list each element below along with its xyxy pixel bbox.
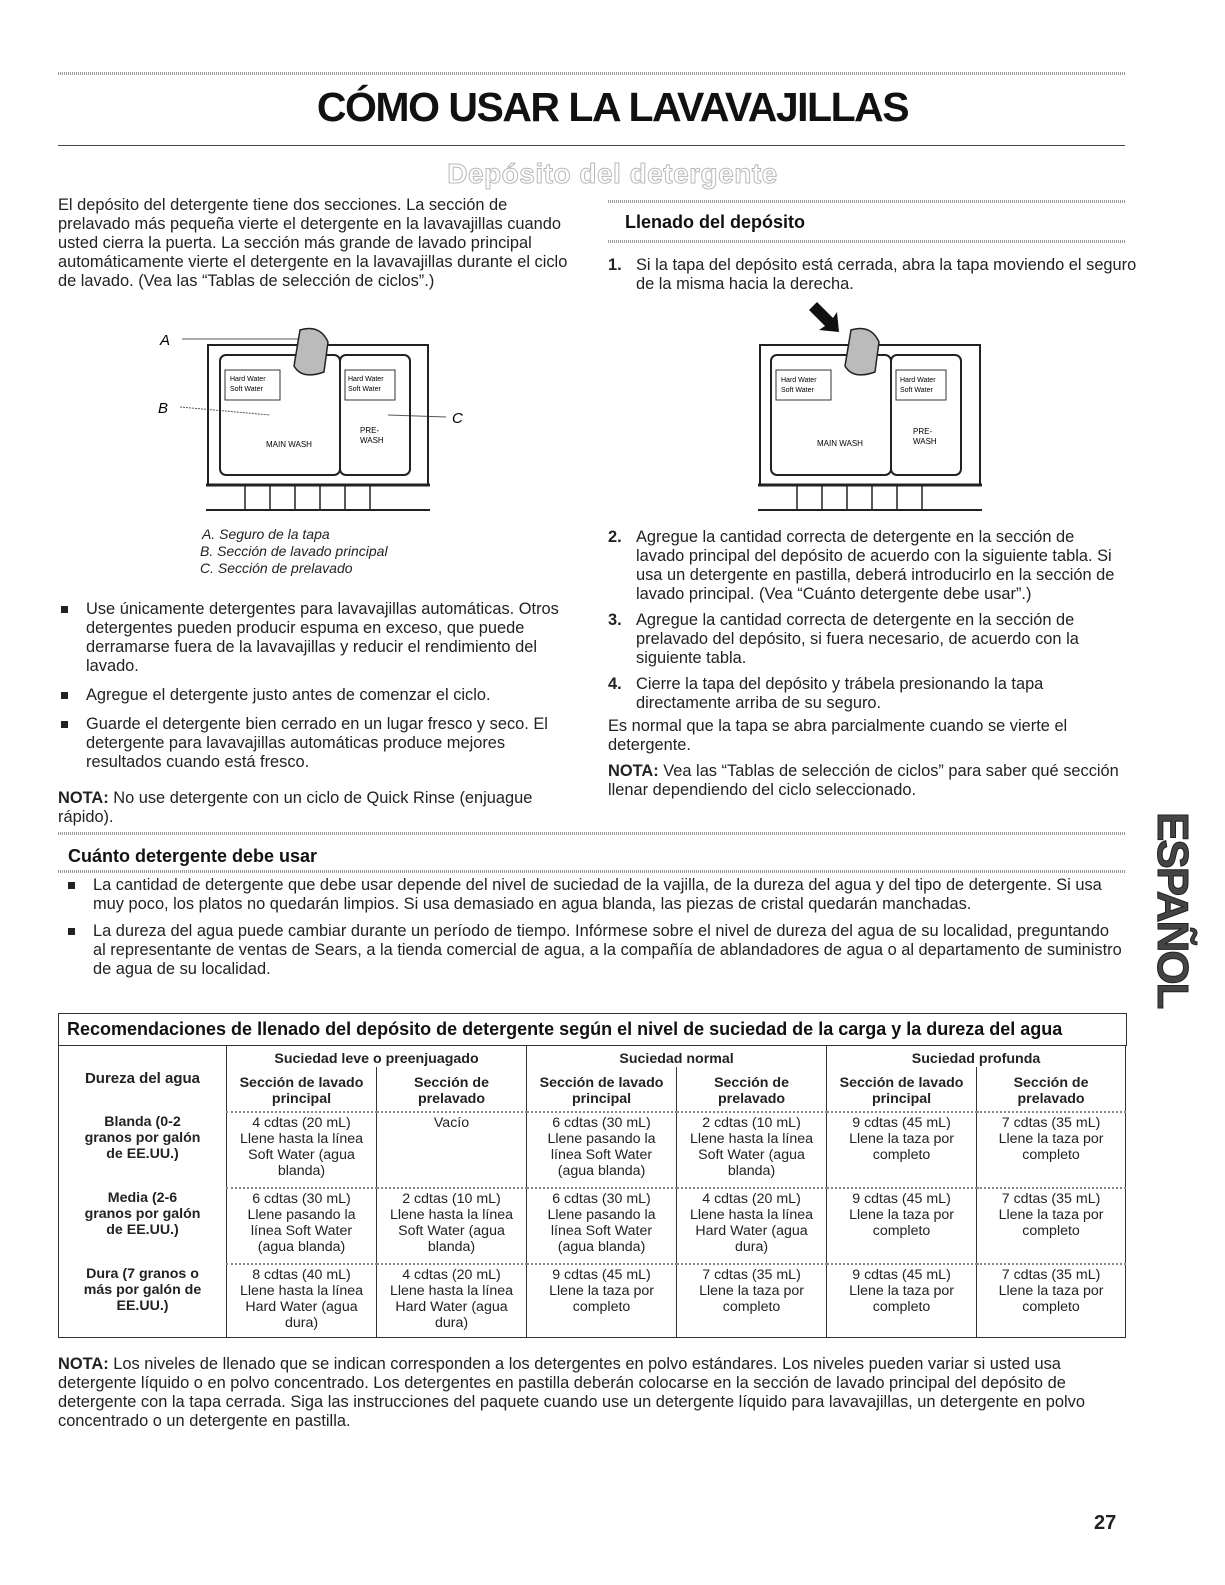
row-header: Blanda (0-2 granos por galón de EE.UU.) <box>84 1114 201 1162</box>
right-dotted-rule <box>608 200 1125 203</box>
table-title: Recomendaciones de llenado del depósito de detergente según el nivel de suciedad de la carga y la dureza del agua <box>67 1019 1063 1039</box>
fig-soft-water: Soft Water <box>230 386 263 393</box>
step-2 <box>608 528 1123 604</box>
step-3 <box>608 611 1123 668</box>
fig-hard-water: Hard Water <box>230 376 266 383</box>
left-bullets <box>58 600 568 772</box>
table-row <box>59 1264 1126 1338</box>
column-header: Sección de lavado principal <box>227 1067 377 1112</box>
step-number: 2. <box>608 528 622 546</box>
fig-label-c: C <box>452 410 463 427</box>
language-side-tab <box>1148 812 1198 1062</box>
table-cell: 4 cdtas (20 mL) Llene hasta la línea Hard Water (agua dura) <box>677 1188 827 1264</box>
fig-label-b: B <box>158 400 169 417</box>
arrow-icon <box>809 302 839 332</box>
step-number: 4. <box>608 675 622 693</box>
corner-header: Dureza del agua <box>84 1070 201 1087</box>
row-header: Media (2-6 granos por galón de EE.UU.) <box>84 1190 201 1238</box>
step-text: Si la tapa del depósito está cerrada, abra la tapa moviendo el seguro de la misma hacia la derecha. <box>636 256 1137 293</box>
fig-wash: WASH <box>913 437 937 446</box>
table-cell: 7 cdtas (35 mL) Llene la taza por completo <box>977 1264 1126 1338</box>
column-header: Sección de lavado principal <box>827 1067 977 1112</box>
column-header: Sección de lavado principal <box>527 1067 677 1112</box>
bottom-note <box>58 1355 1125 1431</box>
fig-hard-water-pre: Hard Water <box>348 376 384 383</box>
caption-c: C. Sección de prelavado <box>200 560 353 576</box>
column-header: Sección de prelavado <box>677 1067 827 1112</box>
cuanto-bullets <box>65 876 1125 979</box>
fig-pre: PRE- <box>913 427 933 436</box>
detergent-table <box>58 1045 1125 1338</box>
table-cell: 9 cdtas (45 mL) Llene la taza por completo <box>827 1112 977 1188</box>
group-header: Suciedad normal <box>527 1046 827 1068</box>
fig-soft-water: Soft Water <box>781 387 814 394</box>
fig-hard-water-pre: Hard Water <box>900 377 936 384</box>
fig-main-wash: MAIN WASH <box>817 439 863 448</box>
table-cell: 6 cdtas (30 mL) Llene pasando la línea Soft Water (agua blanda) <box>527 1112 677 1188</box>
step-text: Agregue la cantidad correcta de detergente en la sección de lavado principal del depósito de acuerdo con la siguiente tabla. Si usa un detergente en pastilla, deberá introducirlo en la sección de lavado principal. (Vea “Cuánto detergente debe usar”.) <box>636 528 1115 603</box>
note-label: NOTA: <box>58 789 109 807</box>
fig-soft-water-pre: Soft Water <box>348 386 381 393</box>
fig-main-wash: MAIN WASH <box>266 440 312 449</box>
intro-paragraph: El depósito del detergente tiene dos secciones. La sección de prelavado más pequeña vierte el detergente en la lavavajillas cuando usted cierra la puerta. La sección más grande de lavado principal automáticamente vierte el detergente en la lavavajillas durante el ciclo de lavado. (Vea las “Tablas de selección de ciclos”.) <box>58 196 568 290</box>
page-title: CÓMO USAR LA LAVAVAJILLAS <box>316 84 909 130</box>
note-text: Vea las “Tablas de selección de ciclos” para saber qué sección llenar dependiendo del ciclo seleccionado. <box>608 762 1119 799</box>
note-text: No use detergente con un ciclo de Quick Rinse (enjuague rápido). <box>58 789 533 826</box>
table-cell: Vacío <box>377 1112 527 1188</box>
section-dotted-rule <box>58 832 1125 835</box>
table-cell: 8 cdtas (40 mL) Llene hasta la línea Hard Water (agua dura) <box>227 1264 377 1338</box>
section-subtitle: Depósito del detergente <box>447 158 778 189</box>
table-row <box>59 1188 1126 1264</box>
group-header: Suciedad leve o preenjuagado <box>227 1046 527 1068</box>
table-cell: 9 cdtas (45 mL) Llene la taza por completo <box>827 1264 977 1338</box>
table-cell: 6 cdtas (30 mL) Llene pasando la línea Soft Water (agua blanda) <box>227 1188 377 1264</box>
step-text: Agregue la cantidad correcta de detergente en la sección de prelavado del depósito, si fuera necesario, de acuerdo con la siguiente tabla. <box>636 611 1079 667</box>
bullet-item: Agregue el detergente justo antes de comenzar el ciclo. <box>58 686 568 705</box>
fig-hard-water: Hard Water <box>781 377 817 384</box>
row-header: Dura (7 granos o más por galón de EE.UU.) <box>83 1266 202 1314</box>
bullet-item: La dureza del agua puede cambiar durante un período de tiempo. Infórmese sobre el nivel de dureza del agua de su localidad, preguntando al representante de ventas de Sears, a la tienda comercial de agua, a la compañía de ablandadores de agua o al departamento de suministro de agua de su localidad. <box>65 922 1125 979</box>
fig-soft-water-pre: Soft Water <box>900 387 933 394</box>
left-note <box>58 789 578 827</box>
note-label: NOTA: <box>58 1355 109 1373</box>
table-cell: 2 cdtas (10 mL) Llene hasta la línea Soft Water (agua blanda) <box>377 1188 527 1264</box>
table-cell: 2 cdtas (10 mL) Llene hasta la línea Soft Water (agua blanda) <box>677 1112 827 1188</box>
figure-captions <box>200 526 500 577</box>
cuanto-heading: Cuánto detergente debe usar <box>68 846 318 866</box>
fig-wash: WASH <box>360 436 384 445</box>
step-number: 1. <box>608 256 622 274</box>
note-label: NOTA: <box>608 762 659 780</box>
step-number: 3. <box>608 611 622 629</box>
bullet-item: La cantidad de detergente que debe usar depende del nivel de suciedad de la vajilla, de la dureza del agua y del tipo de detergente. Si usa muy poco, los platos no quedarán limpios. Si usa demasiado en agua blanda, las piezas de cristal quedarán manchadas. <box>65 876 1125 914</box>
table-cell: 7 cdtas (35 mL) Llene la taza por completo <box>977 1188 1126 1264</box>
side-tab-text: ESPAÑOL <box>1148 812 1197 1008</box>
dispenser-figure-right <box>755 300 995 515</box>
caption-b: B. Sección de lavado principal <box>200 543 388 559</box>
step-4 <box>608 675 1123 713</box>
right-dotted-rule <box>608 240 1125 243</box>
section-dotted-rule <box>58 870 1125 873</box>
column-header: Sección de prelavado <box>977 1067 1126 1112</box>
note-text: Los niveles de llenado que se indican corresponden a los detergentes en polvo estándares. Los niveles pueden variar si usted usa detergente líquido o en polvo concentrado. Los detergentes en pastilla deberán colocarse en la sección de lavado principal del depósito de detergente con la tapa cerrada. Siga las instrucciones del paquete cuando use un detergente líquido para lavavajillas, un detergente en polvo concentrado o un detergente en pastilla. <box>58 1355 1085 1430</box>
group-header: Suciedad profunda <box>827 1046 1126 1068</box>
fig-label-a: A <box>160 332 171 349</box>
table-title-box <box>58 1013 1127 1046</box>
steps-2-4 <box>608 528 1123 800</box>
table-cell: 4 cdtas (20 mL) Llene hasta la línea Hard Water (agua dura) <box>377 1264 527 1338</box>
right-note <box>608 762 1123 800</box>
top-dotted-rule <box>58 72 1125 75</box>
title-rule <box>58 145 1125 146</box>
table-cell: 9 cdtas (45 mL) Llene la taza por completo <box>527 1264 677 1338</box>
table-row <box>59 1112 1126 1188</box>
bullet-item: Use únicamente detergentes para lavavajillas automáticas. Otros detergentes pueden producir espuma en exceso, que puede derramarse fuera de la lavavajillas y reducir el rendimiento del lavado. <box>58 600 568 676</box>
caption-a: A. Seguro de la tapa <box>202 526 330 542</box>
table-cell: 4 cdtas (20 mL) Llene hasta la línea Soft Water (agua blanda) <box>227 1112 377 1188</box>
page-number: 27 <box>1094 1512 1117 1534</box>
table-cell: 9 cdtas (45 mL) Llene la taza por completo <box>827 1188 977 1264</box>
table-cell: 7 cdtas (35 mL) Llene la taza por completo <box>977 1112 1126 1188</box>
step-text: Cierre la tapa del depósito y trábela presionando la tapa directamente arriba de su seguro. <box>636 675 1044 712</box>
bullet-item: Guarde el detergente bien cerrado en un lugar fresco y seco. El detergente para lavavajillas automáticas produce mejores resultados cuando está fresco. <box>58 715 568 772</box>
normal-paragraph: Es normal que la tapa se abra parcialmente cuando se vierte el detergente. <box>608 717 1068 754</box>
table-cell: 6 cdtas (30 mL) Llene pasando la línea Soft Water (agua blanda) <box>527 1188 677 1264</box>
dispenser-figure-left <box>150 325 470 515</box>
fig-pre: PRE- <box>360 426 380 435</box>
column-header: Sección de prelavado <box>377 1067 527 1112</box>
step-1 <box>608 256 1151 294</box>
llenado-heading: Llenado del depósito <box>625 212 806 232</box>
table-cell: 7 cdtas (35 mL) Llene la taza por completo <box>677 1264 827 1338</box>
